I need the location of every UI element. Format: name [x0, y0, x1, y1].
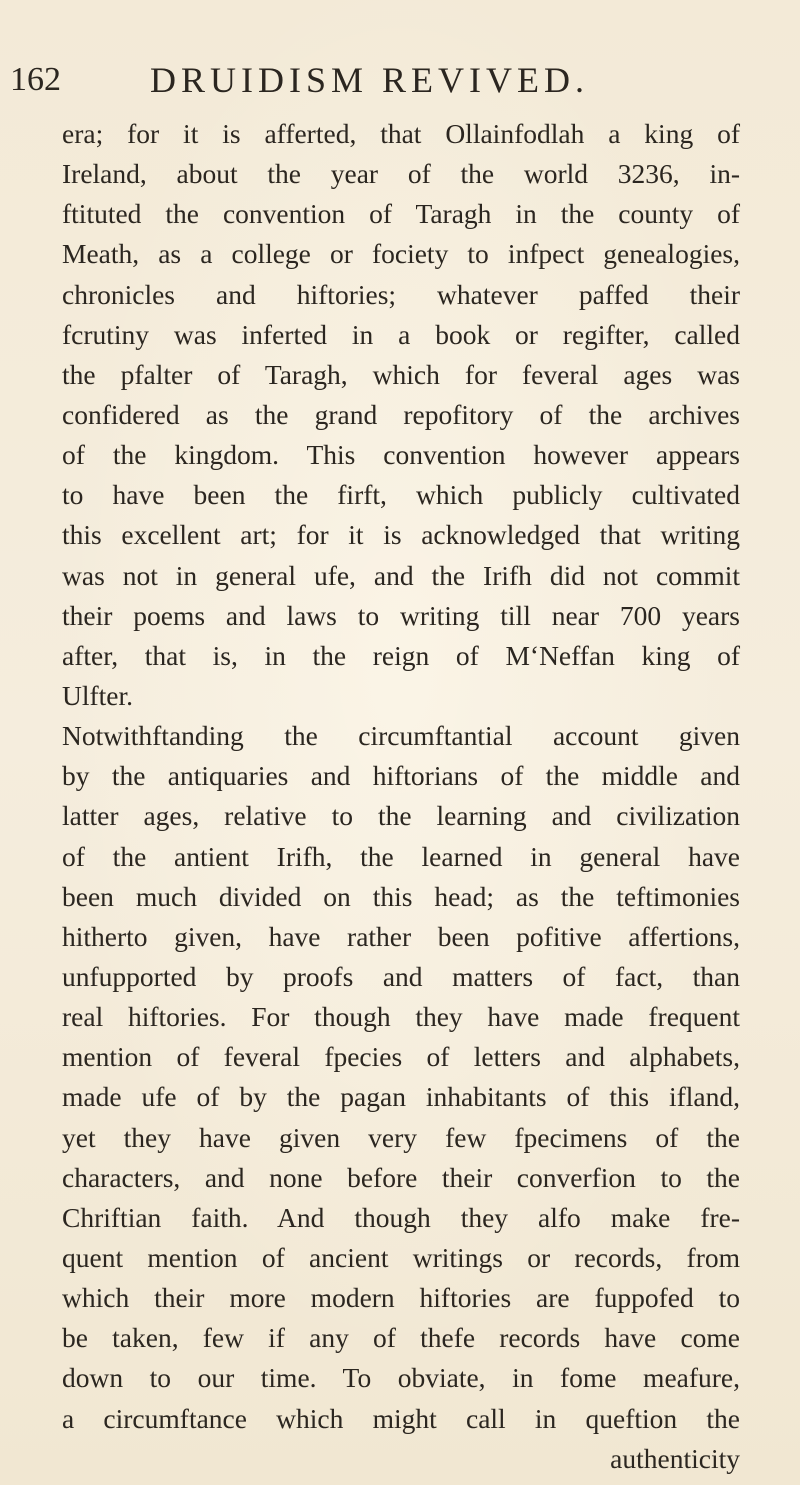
text-line: ftituted the convention of Taragh in the county of	[62, 198, 740, 230]
running-title: DRUIDISM REVIVED.	[150, 60, 589, 100]
text-line: Notwithftanding the circumftantial account given	[62, 720, 740, 752]
text-line: the pfalter of Taragh, which for feveral ages was	[62, 358, 740, 390]
page-number: 162	[10, 61, 61, 98]
text-line: be taken, few if any of thefe records have come	[62, 1322, 740, 1354]
text-line: unfupported by proofs and matters of fact, than	[62, 960, 740, 992]
text-line: chronicles and hiftories; whatever paffed their	[62, 278, 740, 310]
text-line: latter ages, relative to the learning and civilization	[62, 800, 740, 832]
text-line: confidered as the grand repofitory of the archives	[62, 398, 740, 430]
page-header	[0, 58, 800, 102]
text-line: mention of feveral fpecies of letters and alphabets,	[62, 1041, 740, 1073]
text-line: to have been the firft, which publicly cultivated	[62, 479, 740, 511]
text-line: was not in general ufe, and the Irifh did not commit	[62, 559, 740, 591]
text-line: of the antient Irifh, the learned in general have	[62, 840, 740, 872]
text-line: Meath, as a college or fociety to infpect genealogies,	[62, 238, 740, 270]
catchword: authenticity	[610, 1442, 740, 1474]
body-text	[62, 114, 740, 1479]
text-line: a circumftance which might call in queftion the	[62, 1402, 740, 1434]
text-line: yet they have given very few fpecimens of the	[62, 1121, 740, 1153]
text-line: Ulfter.	[62, 679, 134, 711]
text-line: this excellent art; for it is acknowledged that writing	[62, 519, 740, 551]
text-line: which their more modern hiftories are fuppofed to	[62, 1282, 740, 1314]
text-line: Ireland, about the year of the world 3236, in-	[62, 158, 740, 190]
text-line: quent mention of ancient writings or records, from	[62, 1241, 740, 1273]
text-line: been much divided on this head; as the teftimonies	[62, 880, 740, 912]
text-line: hitherto given, have rather been pofitive affertions,	[62, 920, 740, 952]
text-line: made ufe of by the pagan inhabitants of this ifland,	[62, 1081, 740, 1113]
text-line: their poems and laws to writing till near 700 years	[62, 599, 740, 631]
text-line: of the kingdom. This convention however appears	[62, 439, 740, 471]
text-line: by the antiquaries and hiftorians of the middle and	[62, 760, 740, 792]
text-line: real hiftories. For though they have made frequent	[62, 1001, 740, 1033]
text-line: era; for it is afferted, that Ollainfodlah a king of	[62, 118, 740, 149]
text-line: Chriftian faith. And though they alfo make fre-	[62, 1201, 740, 1233]
text-line: fcrutiny was inferted in a book or regifter, called	[62, 318, 740, 350]
text-line: after, that is, in the reign of M‘Neffan king of	[62, 639, 740, 671]
text-line: down to our time. To obviate, in fome meafure,	[62, 1362, 740, 1394]
text-line: characters, and none before their converfion to the	[62, 1161, 740, 1193]
